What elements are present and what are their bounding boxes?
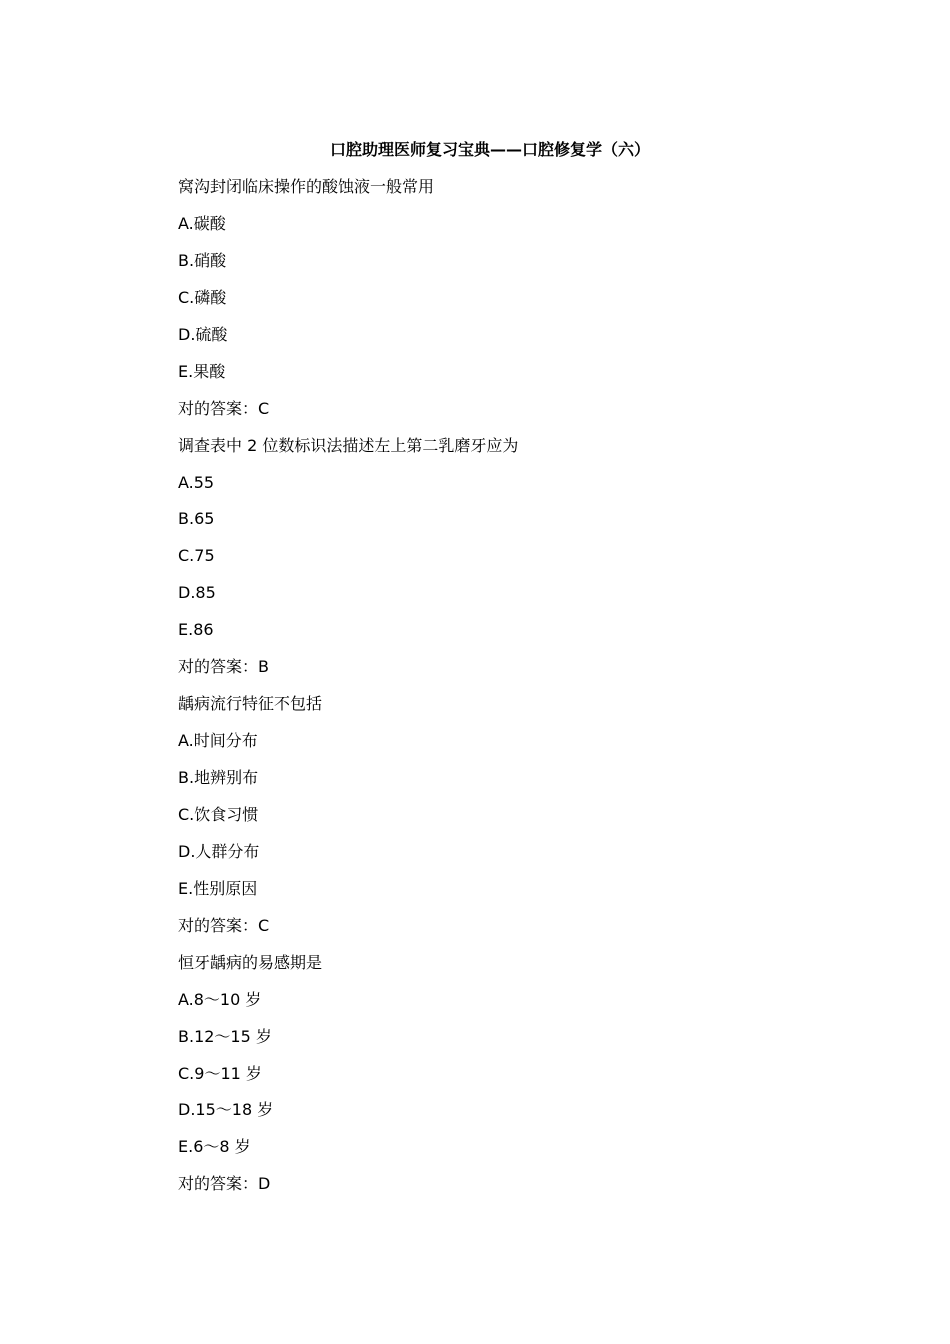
option-e: E.6～8 岁 [178, 1137, 251, 1157]
answer-line: 对的答案：D [178, 1174, 271, 1194]
question-stem: 窝沟封闭临床操作的酸蚀液一般常用 [178, 177, 435, 196]
option-c: C.75 [178, 546, 215, 566]
question-block [178, 435, 798, 679]
option-a: A.8～10 岁 [178, 989, 262, 1009]
option-a: A.时间分布 [178, 731, 258, 751]
answer-line: 对的答案：C [178, 915, 270, 935]
answer-line: 对的答案：C [178, 398, 270, 418]
option-c: C.磷酸 [178, 287, 227, 307]
option-e: E.性别原因 [178, 878, 258, 898]
question-block [178, 952, 798, 1196]
option-e: E.果酸 [178, 361, 226, 381]
question-stem: 调查表中 2 位数标识法描述左上第二乳磨牙应为 [178, 435, 519, 455]
question-block [178, 693, 798, 937]
option-e: E.86 [178, 620, 214, 640]
option-a: A.碳酸 [178, 213, 226, 233]
option-d: D.15～18 岁 [178, 1100, 274, 1120]
option-b: B.65 [178, 509, 215, 529]
option-a: A.55 [178, 472, 215, 492]
question-stem: 恒牙龋病的易感期是 [178, 952, 323, 972]
document-title: 口腔助理医师复习宝典——口腔修复学（六） [329, 140, 650, 159]
answer-line: 对的答案：B [178, 657, 269, 677]
option-d: D.人群分布 [178, 841, 260, 861]
option-c: C.饮食习惯 [178, 804, 259, 824]
question-stem: 龋病流行特征不包括 [178, 694, 323, 714]
option-d: D.85 [178, 583, 216, 603]
option-b: B.12～15 岁 [178, 1026, 272, 1046]
question-list [178, 176, 798, 1210]
option-b: B.地辨别布 [178, 768, 259, 787]
option-b: B.硝酸 [178, 250, 227, 270]
option-d: D.硫酸 [178, 324, 228, 344]
option-c: C.9～11 岁 [178, 1063, 262, 1083]
question-block [178, 176, 798, 420]
